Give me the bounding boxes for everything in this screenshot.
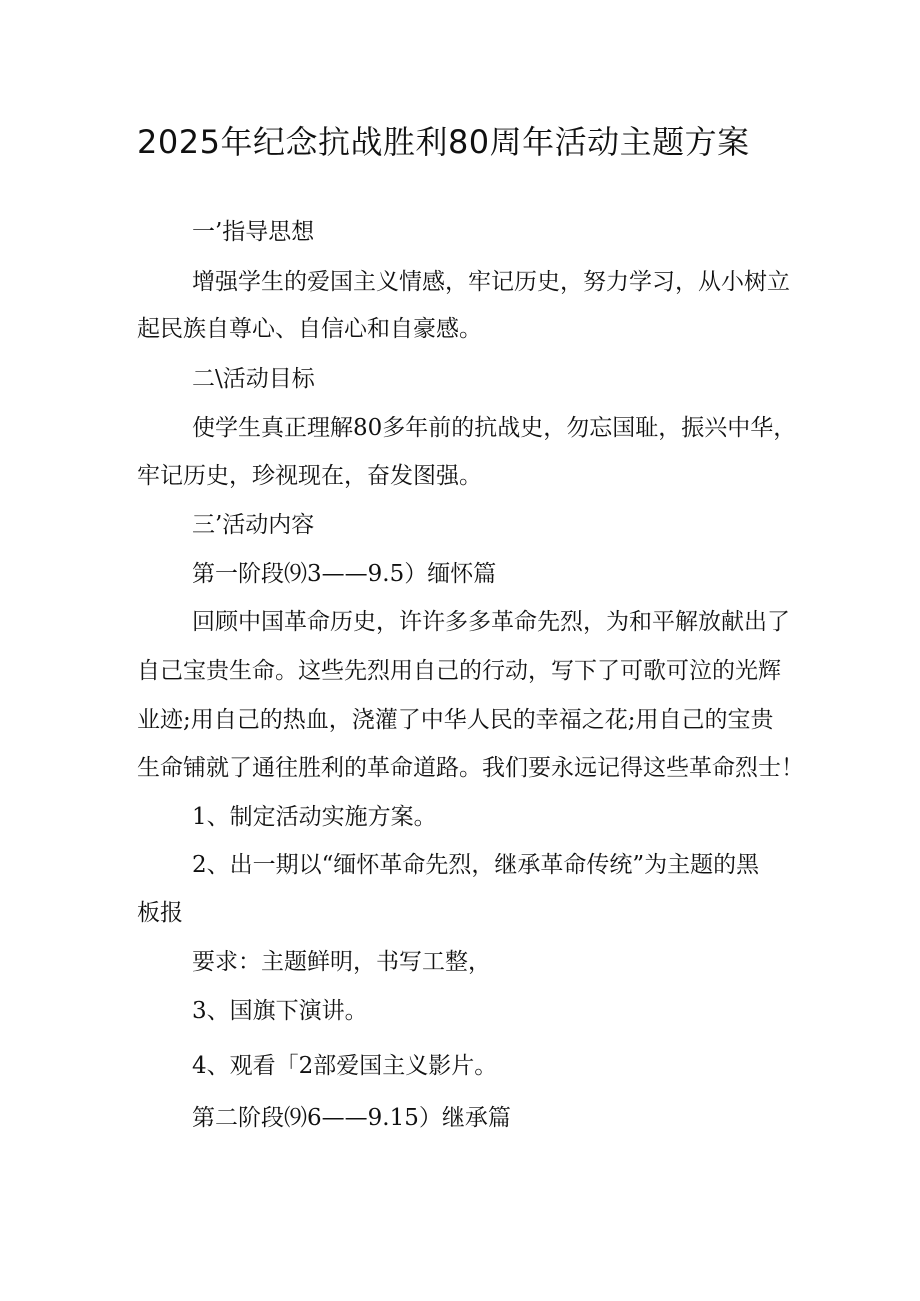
paragraph-line: 使学生真正理解80多年前的抗战史，勿忘国耻，振兴中华，: [192, 415, 797, 441]
stage-heading-one: 第一阶段⑼3——9.5）缅怀篇: [192, 561, 497, 587]
paragraph-line: 自己宝贵生命。这些先烈用自己的行动，写下了可歌可泣的光辉: [137, 658, 781, 684]
paragraph-line: 生命铺就了通往胜利的革命道路。我们要永远记得这些革命烈士！: [137, 755, 804, 781]
paragraph-line: 业迹;用自己的热血，浇灌了中华人民的幸福之花;用自己的宝贵: [137, 707, 774, 733]
paragraph-line: 起民族自尊心、自信心和自豪感。: [137, 316, 482, 342]
section-heading-activity-goals: 二\活动目标: [192, 366, 315, 392]
paragraph-line: 牢记历史，珍视现在，奋发图强。: [137, 463, 482, 489]
list-item: 4、观看「2部爱国主义影片。: [192, 1053, 498, 1079]
stage-heading-two: 第二阶段⑼6——9.15）继承篇: [192, 1105, 511, 1131]
requirement-line: 要求：主题鲜明，书写工整，: [192, 949, 491, 975]
document-title: 2025年纪念抗战胜利80周年活动主题方案: [137, 123, 750, 161]
section-heading-activity-content: 三’活动内容: [192, 512, 315, 538]
section-heading-guiding-thought: 一’指导思想: [192, 219, 315, 245]
list-item-continuation: 板报: [137, 900, 183, 926]
list-item: 3、国旗下演讲。: [192, 998, 368, 1024]
paragraph-line: 回顾中国革命历史，许许多多革命先烈，为和平解放献出了: [192, 609, 790, 635]
list-item: 2、出一期以“缅怀革命先烈，继承革命传统”为主题的黑: [192, 852, 760, 878]
list-item: 1、制定活动实施方案。: [192, 804, 437, 830]
paragraph-line: 增强学生的爱国主义情感，牢记历史，努力学习，从小树立: [192, 269, 790, 295]
